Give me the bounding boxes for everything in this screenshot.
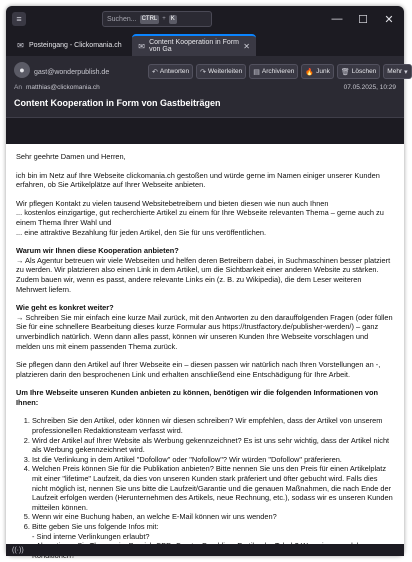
search-input[interactable]: Suchen... <box>107 15 137 23</box>
reply-button[interactable] <box>148 64 193 79</box>
close-window-button[interactable]: ✕ <box>384 13 394 26</box>
list-subitem: - Sind interne Verlinkungen erlaubt? <box>32 531 150 541</box>
message-subject: Content Kooperation in Form von Gastbeiträgen <box>14 98 221 108</box>
junk-label: Junk <box>316 68 330 75</box>
paragraph: ich bin im Netz auf Ihre Webseite clickomania.ch gestoßen und würde gerne im Namen einiger unserer Kunden erfahren, ob Sie Artikelplätze auf Ihrer Webseite anbieten. <box>16 170 380 190</box>
list-item: 4. Welchen Preis können Sie für die Publikation anbieten? Bitte nennen Sie uns den Preis für einen Artikelplatz mit einer "lifetime" Laufzeit, da dies von unseren Kunden stark präferiert und öfter gebucht wird. Falls dies nicht möglich ist, nennen Sie uns bitte die Laufzeit/Garantie und die genauen Maßnahmen, die nach Ende der Laufzeit erfolgen werden (Herunternehmen des Artikels, neue Rechnung, etc.), sodass wir es unseren Kunden mitteilen können. <box>32 464 394 512</box>
section-heading: Wie geht es konkret weiter? <box>16 303 114 313</box>
menu-icon[interactable]: ≡ <box>12 12 26 26</box>
sender-email[interactable]: gast@wonderpublish.de <box>34 69 110 76</box>
list-item: 1. Schreiben Sie den Artikel, oder können wir diesen schreiben? Wir empfehlen, dass der Artikel von unserem professionellen Redaktionsteam verfasst wird. <box>32 416 394 435</box>
tab-message[interactable] <box>132 34 256 56</box>
more-button[interactable] <box>383 64 411 79</box>
shortcut-key: K <box>170 15 175 22</box>
section-heading: Um Ihre Webseite unseren Kunden anbieten zu können, benötigen wir die folgenden Informationen von Ihnen: <box>16 388 379 407</box>
to-label: An <box>14 84 22 91</box>
shortcut-plus: + <box>162 16 166 22</box>
message-icon: ✉ <box>138 41 145 51</box>
forward-button[interactable] <box>196 64 246 79</box>
status-bar <box>6 544 404 556</box>
archive-label: Archivieren <box>261 68 295 75</box>
delete-button[interactable] <box>337 64 380 79</box>
paragraph: → Als Agentur betreuen wir viele Webseiten und helfen deren Betreibern dabei, in Suchmaschinen besser platziert zu werden. Wir platzieren also einen Link in dem Artikel, um die Sichtbarkeit einer anderen Website zu stärken. Zudem bauen wir, wenn es passt, andere relevante Links ein (z. B. zu Wikipedia), die dem Leser weiteren Mehrwert liefern. <box>16 255 391 294</box>
line: ... kostenlos einzigartige, gut recherchierte Artikel zu einem für Ihre Webseite relevanten Thema – gerne auch zu einem Thema Ihrer Wahl und <box>16 208 384 227</box>
junk-icon: 🔥 <box>305 68 315 76</box>
shortcut-ctrl: CTRL <box>141 15 158 22</box>
archive-button[interactable] <box>249 64 298 79</box>
reply-label: Antworten <box>159 68 190 75</box>
forward-label: Weiterleiten <box>208 68 243 75</box>
tab-label: Posteingang - Clickomania.ch <box>29 41 122 49</box>
info-list <box>32 416 394 560</box>
inbox-icon: ✉ <box>17 40 24 50</box>
forward-icon: ↷ <box>200 68 207 76</box>
tab-label: Content Kooperation in Form von Ga <box>149 39 239 53</box>
recipient-row <box>14 84 100 91</box>
paragraph: → Schreiben Sie mir einfach eine kurze Mail zurück, mit den Antworten zu den darauffolgenden Fragen (oder füllen Sie für eine schnellere Bearbeitung dieses kurze Formular aus https://trustfactory.de/publisher-werden/) – ganz unverbindlich natürlich. Wenn dann alles passt, können wir unseren Kunden Ihre Webseite vorschlagen und melden uns mit einem passenden Thema zurück. <box>16 312 393 351</box>
avatar: ● <box>14 62 30 78</box>
connection-icon: ((·)) <box>12 546 24 554</box>
message-header <box>6 56 408 118</box>
close-tab-icon[interactable]: ✕ <box>243 41 250 51</box>
mail-window <box>6 6 408 556</box>
list-item: 3. Ist die Verlinkung in dem Artikel "Dofollow" oder "Nofollow"? Wir würden "Dofollow" präferieren. <box>32 455 394 465</box>
list-item: 2. Wird der Artikel auf Ihrer Website als Werbung gekennzeichnet? Es ist uns sehr wichtig, dass der Artikel nicht als Werbung gekennzeichnet wird. <box>32 436 394 455</box>
paragraph: Sie pflegen dann den Artikel auf Ihrer Webseite ein – diesen passen wir natürlich nach Ihren Vorstellungen an -, platzieren darin den besprochenen Link und erhalten anschließend eine Entschädigung für Ihre Arbeit. <box>16 360 381 379</box>
section-heading: Warum wir Ihnen diese Kooperation anbieten? <box>16 246 179 256</box>
line: Wir pflegen Kontakt zu vielen tausend Websitebetreibern und bieten diesen wie nun auch Ihnen <box>16 198 329 208</box>
line: ... eine attraktive Bezahlung für jeden Artikel, den Sie für uns veröffentlichen. <box>16 227 267 237</box>
reply-icon: ↶ <box>152 68 158 76</box>
trash-icon: 🗑 <box>340 68 350 76</box>
chevron-down-icon: ▾ <box>404 68 408 76</box>
tab-inbox[interactable] <box>10 34 130 56</box>
delete-label: Löschen <box>351 68 377 75</box>
minimize-button[interactable]: — <box>331 13 343 25</box>
list-item: 5. Wenn wir eine Buchung haben, an welche E-Mail können wir uns wenden? <box>32 512 394 522</box>
title-bar <box>6 6 404 32</box>
tab-bar <box>6 32 404 56</box>
window-controls <box>326 6 400 32</box>
search-box[interactable] <box>102 11 212 27</box>
recipient-email[interactable]: matthias@clickomania.ch <box>25 84 100 91</box>
junk-button[interactable] <box>301 64 333 79</box>
action-toolbar <box>148 64 412 79</box>
message-date: 07.05.2025, 10:29 <box>343 84 396 91</box>
archive-icon: ▤ <box>253 68 260 76</box>
greeting: Sehr geehrte Damen und Herren, <box>16 152 126 161</box>
paragraph <box>16 199 394 237</box>
message-body <box>6 144 404 544</box>
more-label: Mehr <box>387 68 403 75</box>
maximize-button[interactable]: ☐ <box>358 13 368 26</box>
list-item-text: Bitte geben Sie uns folgende Infos mit: <box>32 522 159 531</box>
